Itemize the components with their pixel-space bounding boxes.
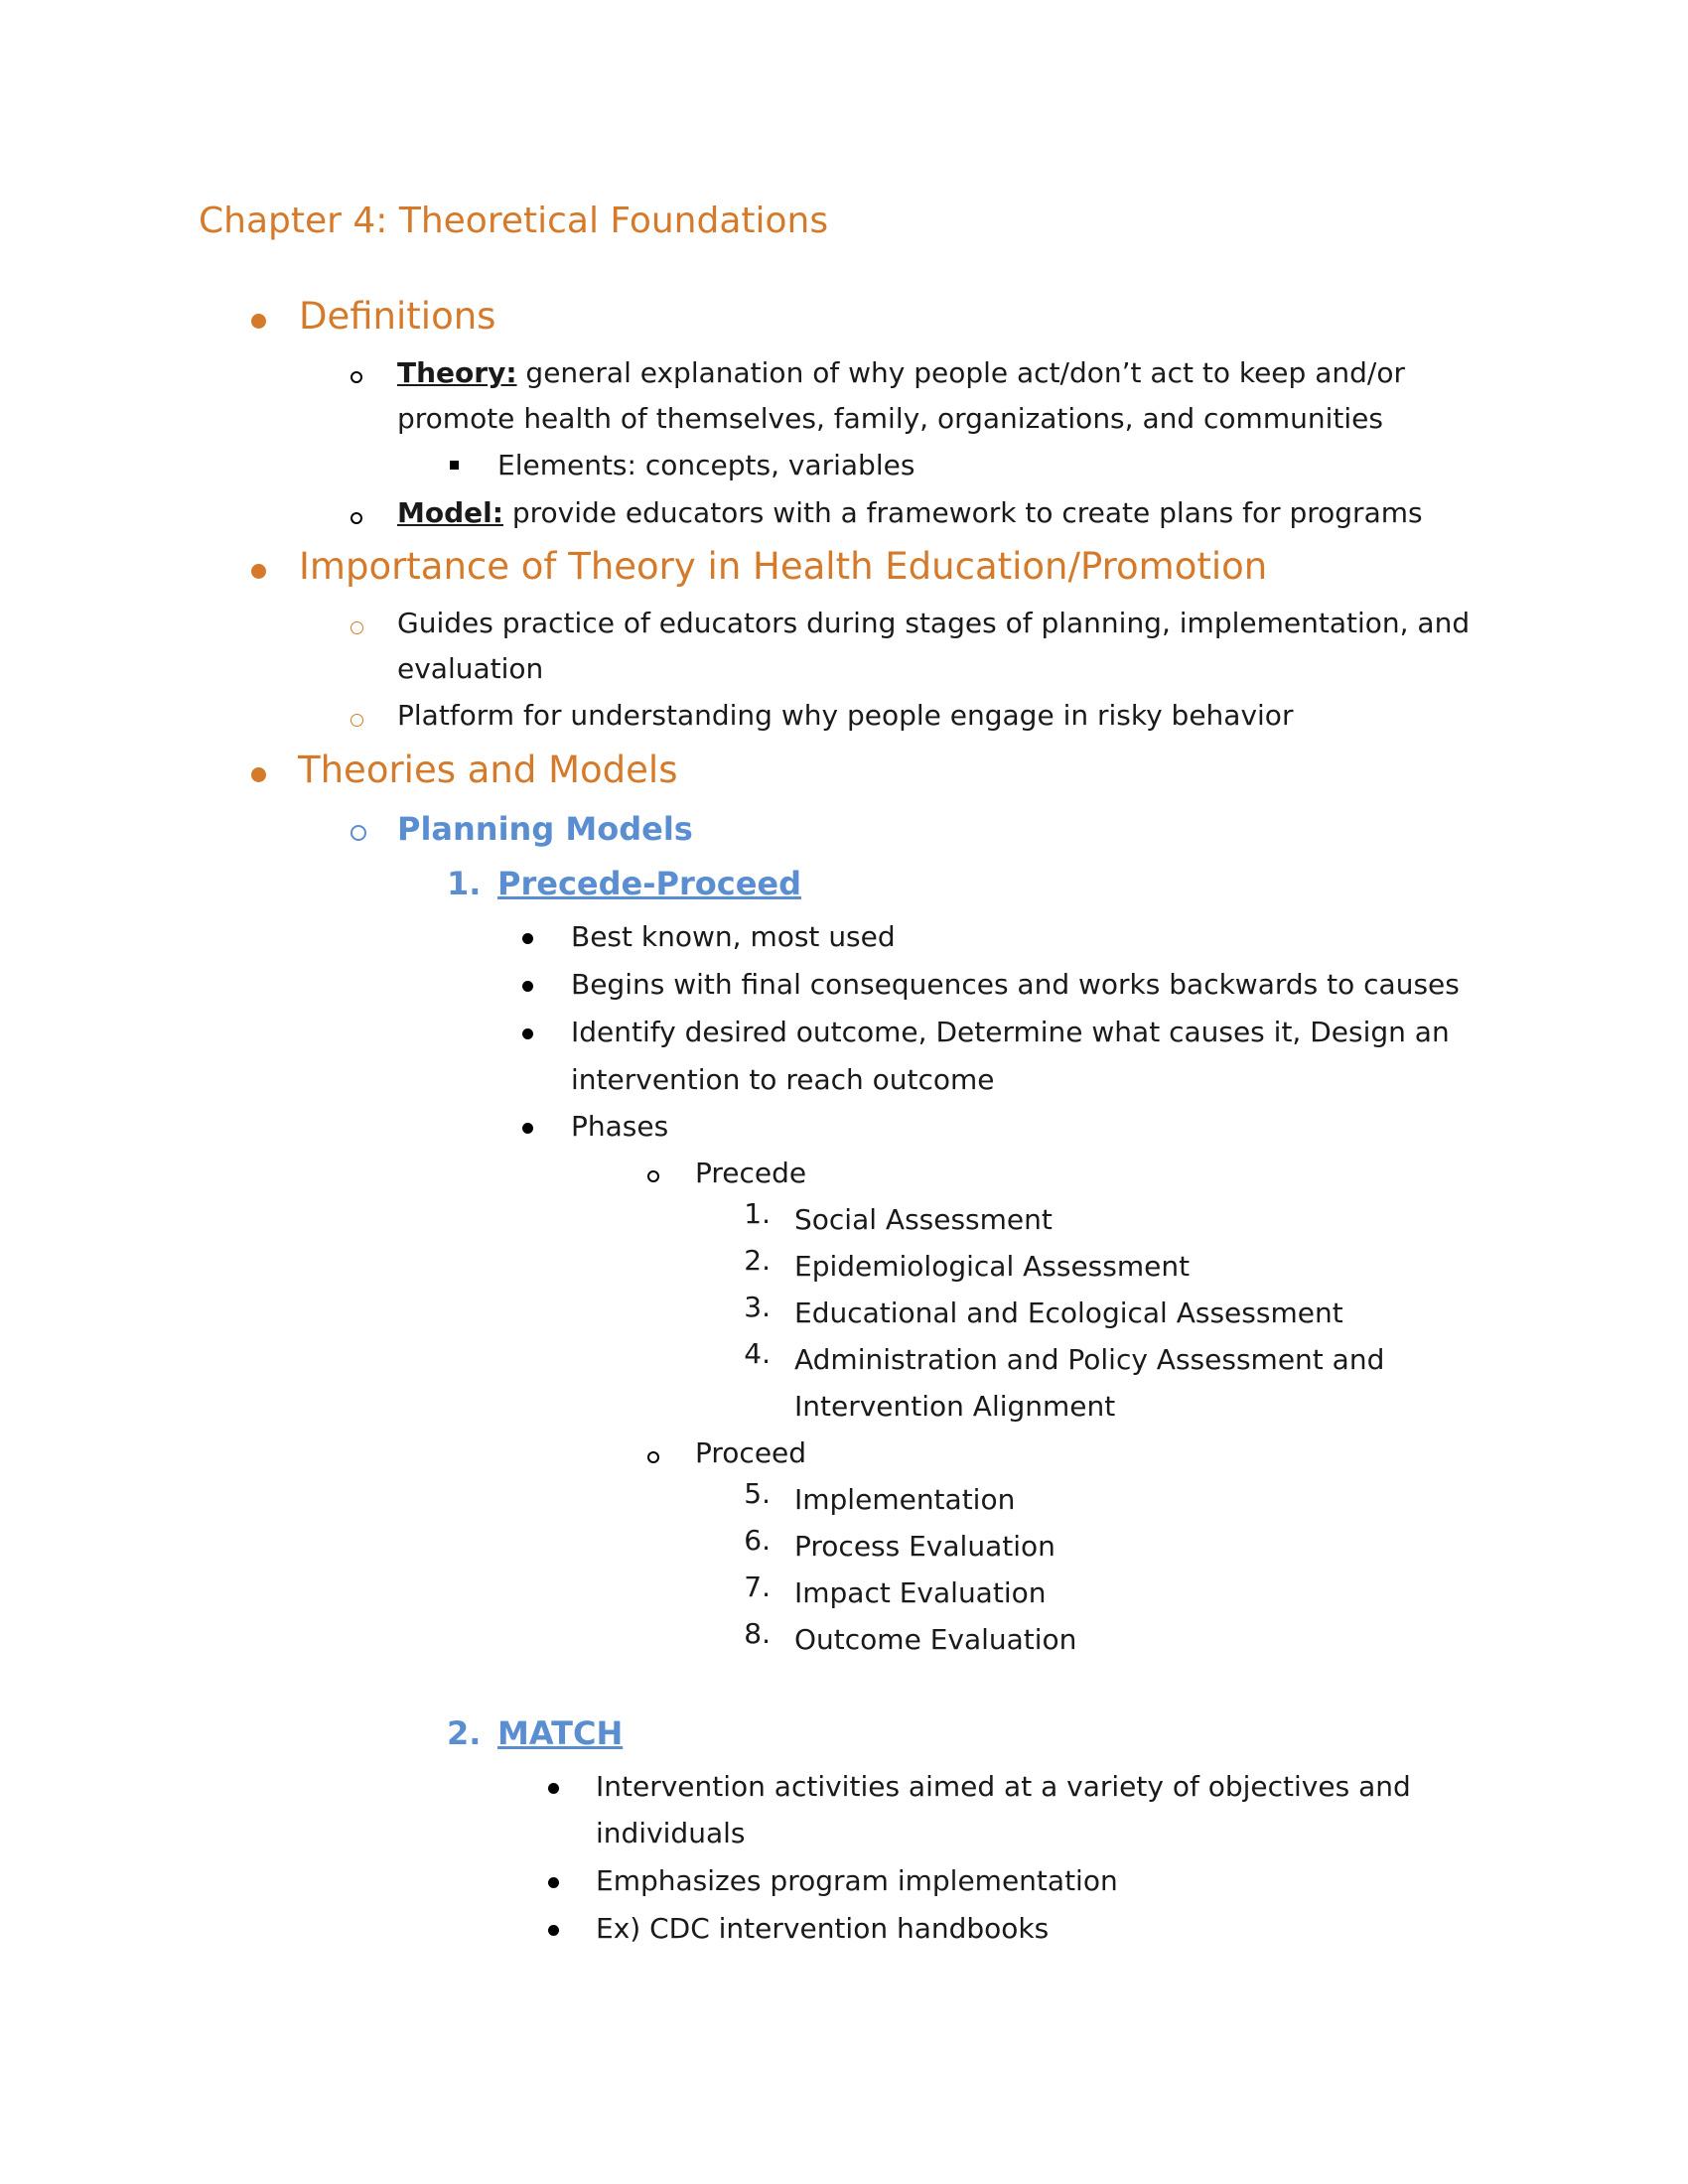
precede-bullet4: Phases — [571, 1110, 669, 1143]
theory-definition-line2: promote health of themselves, family, organizations, and communities — [397, 402, 1383, 435]
step-text-continued: Intervention Alignment — [794, 1390, 1116, 1423]
step-text: Educational and Ecological Assessment — [794, 1297, 1343, 1329]
heading-planning-models: Planning Models — [397, 810, 693, 848]
bullet-dot-icon — [251, 314, 266, 329]
importance-item1-line1: Guides practice of educators during stages of planning, implementation, and — [397, 607, 1471, 639]
match-number: 2. — [447, 1714, 482, 1752]
bullet-dot-icon — [548, 1783, 559, 1794]
precede-bullet1: Best known, most used — [571, 920, 896, 953]
proceed-label: Proceed — [695, 1436, 807, 1469]
bullet-dot-icon — [548, 1877, 559, 1888]
theory-elements: Elements: concepts, variables — [497, 449, 915, 481]
match-bullet1-line1: Intervention activities aimed at a variety of objectives and — [596, 1770, 1411, 1803]
bullet-dot-icon — [251, 767, 266, 782]
step-text: Outcome Evaluation — [794, 1623, 1077, 1656]
importance-item1-line2: evaluation — [397, 652, 544, 685]
bullet-dot-icon — [522, 1123, 533, 1134]
model-term: Model: — [397, 496, 503, 529]
bullet-dot-icon — [522, 981, 533, 992]
bullet-ring-icon — [351, 714, 363, 727]
bullet-ring-icon — [351, 371, 362, 383]
heading-match: MATCH — [497, 1714, 624, 1752]
step-text: Social Assessment — [794, 1203, 1053, 1236]
bullet-ring-icon — [351, 621, 363, 634]
heading-theories: Theories and Models — [298, 749, 678, 791]
step-number: 1. — [744, 1197, 771, 1230]
match-bullet1-line2: individuals — [596, 1817, 746, 1849]
step-text: Process Evaluation — [794, 1530, 1055, 1563]
step-text: Administration and Policy Assessment and — [794, 1343, 1385, 1376]
bullet-dot-icon — [522, 933, 533, 944]
step-number: 8. — [744, 1617, 771, 1650]
bullet-dot-icon — [548, 1925, 559, 1936]
bullet-ring-icon — [647, 1170, 659, 1182]
step-number: 2. — [744, 1244, 771, 1277]
bullet-square-icon — [450, 461, 459, 470]
bullet-ring-icon — [351, 512, 362, 524]
bullet-dot-icon — [251, 564, 266, 579]
precede-bullet2: Begins with final consequences and works backwards to causes — [571, 968, 1460, 1001]
step-text: Implementation — [794, 1483, 1016, 1516]
importance-item2: Platform for understanding why people engage in risky behavior — [397, 699, 1294, 732]
bullet-ring-icon — [647, 1451, 659, 1463]
step-number: 7. — [744, 1570, 771, 1603]
precede-bullet3-line1: Identify desired outcome, Determine what causes it, Design an — [571, 1016, 1450, 1048]
bullet-dot-icon — [522, 1028, 533, 1039]
precede-bullet3-line2: intervention to reach outcome — [571, 1063, 995, 1096]
step-text: Epidemiological Assessment — [794, 1250, 1191, 1283]
step-number: 3. — [744, 1291, 771, 1323]
theory-text: general explanation of why people act/don’t act to keep and/or — [516, 356, 1405, 389]
page-title: Chapter 4: Theoretical Foundations — [199, 201, 829, 241]
heading-definitions: Definitions — [299, 295, 496, 338]
heading-precede-proceed: Precede-Proceed — [497, 865, 801, 902]
step-text: Impact Evaluation — [794, 1576, 1047, 1609]
theory-term: Theory: — [397, 356, 517, 389]
step-number: 4. — [744, 1337, 771, 1370]
precede-label: Precede — [695, 1157, 807, 1189]
model-definition — [397, 490, 1423, 536]
match-bullet3: Ex) CDC intervention handbooks — [596, 1912, 1050, 1945]
step-number: 6. — [744, 1524, 771, 1557]
match-bullet2: Emphasizes program implementation — [596, 1864, 1118, 1897]
step-number: 5. — [744, 1477, 771, 1510]
model-text: provide educators with a framework to create plans for programs — [502, 496, 1423, 529]
precede-proceed-number: 1. — [447, 865, 482, 902]
heading-importance: Importance of Theory in Health Education/Promotion — [299, 545, 1268, 588]
theory-definition-line1 — [397, 350, 1405, 396]
bullet-ring-icon — [351, 825, 366, 841]
